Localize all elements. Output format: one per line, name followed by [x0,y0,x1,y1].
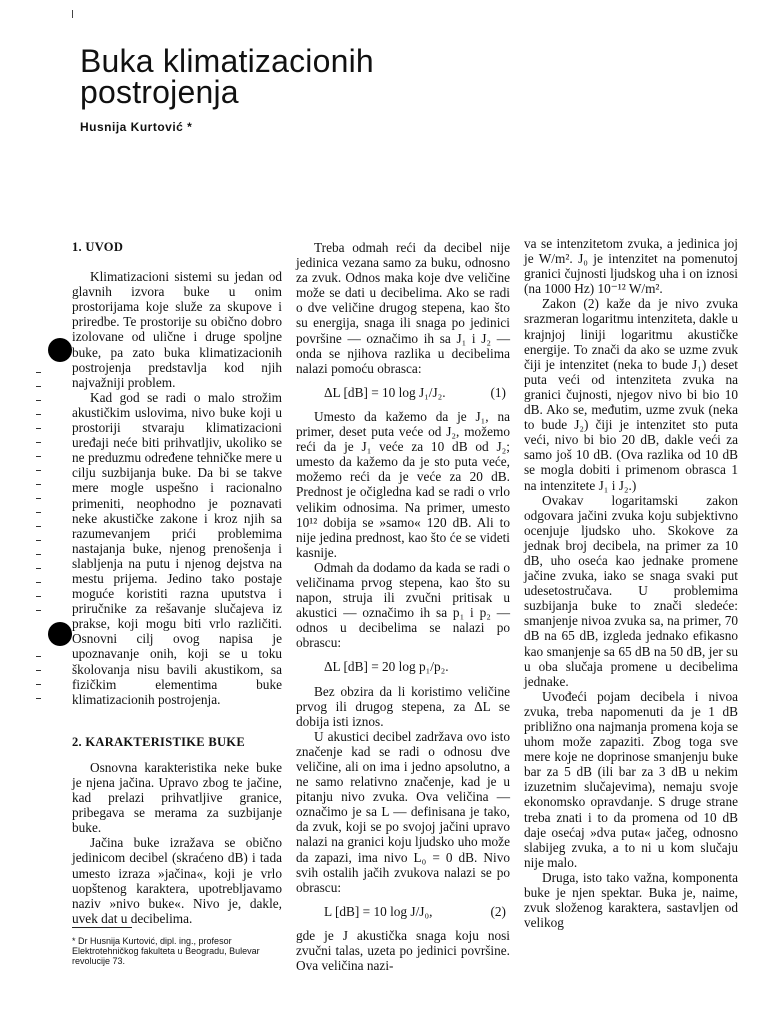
paragraph: Klimatizacioni sistemi su jedan od glavnih izvora buke u onim prostorijama koje služe za skupove i priredbe. Te prostorije su obično dobro izolovane od ulične i druge spoljne buke, pa zato buka klimatizacionih postrojenja predstavlja kod njih najvažniji problem. [72,269,282,390]
column-2 [296,240,510,973]
paragraph: Kad god se radi o malo strožim akustičkim uslovima, nivo buke koji u prostoriji stvaraju klimatizacioni uređaji neće biti prihvatljiv, ukoliko se ne preduzmu određene tehničke mere u cilju suzbijanja buke. Da bi se takve mere mogle uspešno i racionalno primeniti, neophodno je poznavati neke akustičke zakone i kroz njih sa razumevanjem prići problemima nastajanja buke, njenog prenošenja i slabljenja na putu i njenog dejstva na mestu prijema. Jedino tako postaje moguće koristiti razna uputstva i priručnike za rešavanje slučajeva iz prakse, koji mogu biti vrlo različiti. Osnovni cilj ovog napisa je upoznavanje onih, koji se u toku školovanja nisu bavili akustikom, sa fizičkim elementima buke klimatizacionih postrojenja. [72,389,282,707]
column-1 [72,240,282,926]
equation-3-formula: L [dB] = 10 log J/J₀, [324,903,433,919]
punch-hole [48,338,72,362]
equation-3-number: (2) [490,903,506,919]
paragraph: Treba odmah reći da decibel nije jedinica vezana samo za buku, odnosno za zvuk. Odnos maka koje dve veličine može se dati u decibelima. Ako se radi o dve veličine drugog stepena, kao što su energija, snaga ili snaga po jedinici površine — označimo ih sa J₁ i J₂ — onda se njihova razlika u decibelima nalazi pomoću obrasca: [296,240,510,376]
footnote-rule [72,927,132,928]
equation-2-formula: ΔL [dB] = 20 log p₁/p₂. [324,659,449,675]
paragraph: Uvođeći pojam decibela i nivoa zvuka, treba napomenuti da je 1 dB približno ona najmanja promena koja se uhom može zapaziti. Zbog toga sve mere koje ne doprinose smanjenju buke bar za 5 dB (ili bar za 3 dB u nekim izuzetnim slučajevima), nemaju svoje ekonomsko opravdanje. S druge strane treba znati i to da promena od 10 dB daje osećaj »dva puta« jačeg, odnosno slabijeg zvuka, a to ni u kom slučaju nije malo. [524,688,738,870]
paragraph: Bez obzira da li koristimo veličine prvog ili drugog stepena, za ΔL se dobija isti iznos. [296,683,510,729]
equation-2 [296,659,510,674]
title-line-2: postrojenja [80,74,239,110]
article-title [80,43,374,110]
section-heading-karakteristike: 2. KARAKTERISTIKE BUKE [72,734,245,749]
paragraph: Ovakav logaritamski zakon odgovara jačini zvuka koju subjektivno ocenjuje ljudsko uho. Skokove za jednak broj decibela, na primer za 10 dB, uho oseća kao jednake promene jačine zvuka, iako se snaga svaki put udesetostručava. U problemima suzbijanja buke to znači sledeće: smanjenje nivoa zvuka sa, na primer, 70 dB na 65 dB, izgleda jednako efikasno kao smanjenje sa 65 dB na 50 dB, jer su u oba slučaja promene u decibelima jednake. [524,492,738,689]
column-3 [524,236,738,930]
title-line-1: Buka klimatizacionih [80,43,374,79]
paragraph: Osnovna karakteristika neke buke je njena jačina. Upravo zbog te jačine, kad prelazi prihvatljive granice, pribegava se merama za suzbijanje buke. [72,759,282,836]
footnote: * Dr Husnija Kurtović, dipl. ing., profesor Elektrotehničkog fakulteta u Beogradu, Bulevar revolucije 73. [72,936,260,966]
paragraph: gde je J akustička snaga koju nosi zvučni talas, uzeta po jedinici površine. Ova veličina nazi- [296,927,510,974]
section-heading-uvod: 1. UVOD [72,240,124,254]
author-name: Husnija Kurtović * [80,120,193,134]
paragraph: Jačina buke izražava se obično jedinicom decibel (skraćeno dB) i tada umesto izraza »jačina«, koji je vrlo uopštenog karaktera, upotrebljavamo naziv »nivo buke«. Nivo je, dakle, uvek dat u decibelima. [72,835,282,926]
scan-tick-mark [72,10,73,18]
paragraph: Zakon (2) kaže da je nivo zvuka srazmeran logaritmu intenziteta, dakle u krajnjoj liniji logaritmu akustičke energije. To znači da ako se uzme zvuk čiji je intenzitet (neka to bude J₁) deset puta veći od intenziteta zvuka na granici čujnosti, njegov nivo bi bio 10 dB. Ako se, međutim, uzme zvuk (neka to bude J₂) čiji je intenzitet sto puta veći, nivo bi bio 20 dB, dakle veći za samo još 10 dB. (Ova razlika od 10 dB se mogla dobiti i primenom obrasca 1 na intenzitete J₁ i J₂.) [524,296,738,493]
paragraph: Umesto da kažemo da je J₁, na primer, deset puta veće od J₂, možemo reći da je J₁ veće za 10 dB od J₂; umesto da kažemo da je sto puta veće, možemo reći da je veće za 20 dB. Prednost je očigledna kad se radi o vrlo velikim odnosima. Na primer, umesto 10¹² dobija se »samo« 120 dB. Ali to nije jedina prednost, kao što će se videti kasnije. [296,408,510,560]
paragraph: Odmah da dodamo da kada se radi o veličinama prvog stepena, kao što su napon, struja ili zvučni pritisak u akustici — označimo ih sa p₁ i p₂ — odnos u decibelima se nalazi po obrascu: [296,559,510,651]
punch-hole [48,622,72,646]
equation-1-formula: ΔL [dB] = 10 log J₁/J₂. [324,384,446,400]
equation-3 [296,904,510,919]
paragraph: U akustici decibel zadržava ovo isto značenje kad se radi o odnosu dve veličine, ali on ima i jedno apsolutno, a ne samo relativno značenje, kad je u pitanju nivo zvuka. Ova veličina — označimo je sa L — definisana je tako, da zvuk, koji se po svojoj jačini upravo nalazi na granici koju ljudsko uho može da zapazi, ima nivo L₀ = 0 dB. Nivo svih ostalih jačih zvukova nalazi se po obrascu: [296,728,510,895]
paragraph: va se intenzitetom zvuka, a jedinica joj je W/m². J₀ je intenzitet na pomenutoj granici čujnosti ljudskog uha i on iznosi (na 1000 Hz) 10⁻¹² W/m². [524,236,738,297]
equation-1 [296,385,510,400]
paragraph: Druga, isto tako važna, komponenta buke je njen spektar. Buka je, naime, zvuk složenog karaktera, sastavljen od velikog [524,869,738,931]
equation-1-number: (1) [490,384,506,400]
